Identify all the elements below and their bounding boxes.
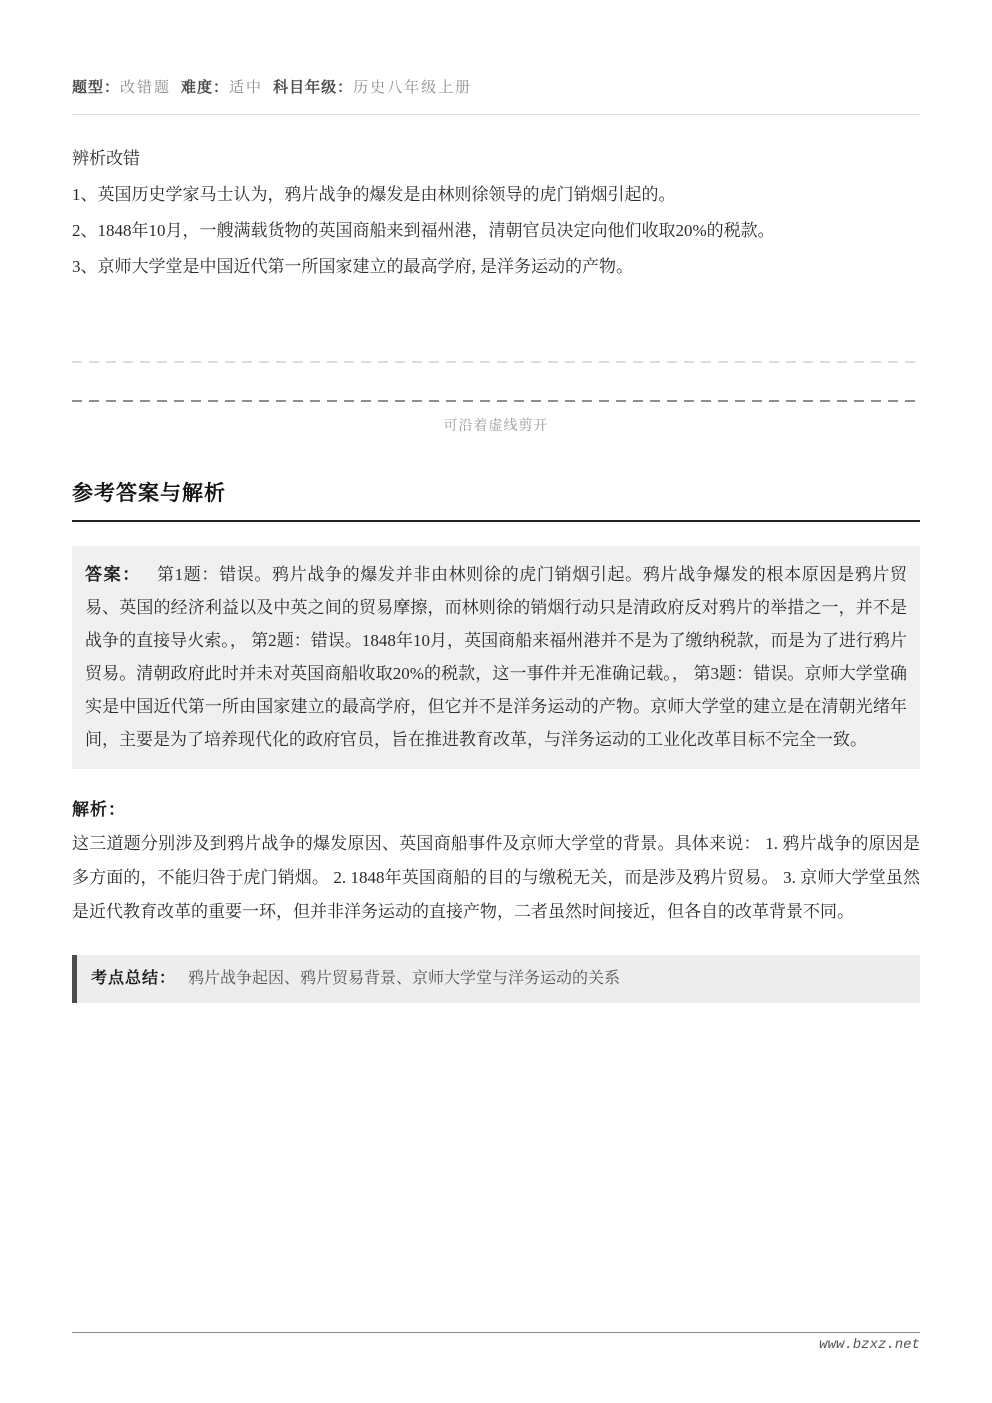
answer-text: 第1题：错误。鸦片战争的爆发并非由林则徐的虎门销烟引起。鸦片战争爆发的根本原因是鸦片贸易、英国的经济利益以及中英之间的贸易摩擦，而林则徐的销烟行动只是清政府反对鸦片的举措之一，并不是战争的直接导火索。， 第2题：错误。1848年10月，英国商船来福州港并不是为了缴纳税款，而是为了进行鸦片贸易。清朝政府此时并未对英国商船收取20%的税款，这一事件并无准确记载。， 第3题：错误。京师大学堂确实是中国近代第一所由国家建立的最高学府，但它并不是洋务运动的产物。京师大学堂的建立是在清朝光绪年间，主要是为了培养现代化的政府官员，旨在推进教育改革，与洋务运动的工业化改革目标不完全一致。 <box>85 565 908 749</box>
question-section <box>72 141 920 285</box>
footer-divider <box>72 1332 920 1333</box>
answer-section-heading: 参考答案与解析 <box>72 481 226 505</box>
header-divider <box>72 114 920 115</box>
answer-block <box>72 546 920 769</box>
summary-label: 考点总结： <box>91 970 177 987</box>
analysis-text: 这三道题分别涉及到鸦片战争的爆发原因、英国商船事件及京师大学堂的背景。具体来说： 1. 鸦片战争的原因是多方面的，不能归咎于虎门销烟。 2. 1848年英国商船的目的与缴税无关，而是涉及鸦片贸易。 3. 京师大学堂虽然是近代教育改革的重要一环，但并非洋务运动的直接产物，二者虽然时间接近，但各自的改革背景不同。 <box>72 834 920 921</box>
answer-heading-divider <box>72 520 920 522</box>
question-section-title: 辨析改错 <box>72 149 140 168</box>
summary-text: 鸦片战争起因、鸦片贸易背景、京师大学堂与洋务运动的关系 <box>188 970 621 987</box>
cut-dashed-line-dark <box>72 400 920 402</box>
question-item-3: 3、京师大学堂是中国近代第一所国家建立的最高学府, 是洋务运动的产物。 <box>72 257 633 276</box>
cut-note: 可沿着虚线剪开 <box>443 419 549 434</box>
page-footer <box>72 1332 920 1353</box>
question-meta-row <box>72 78 920 98</box>
cut-dashed-line-light <box>72 361 920 363</box>
meta-type-label: 题型： <box>72 80 121 96</box>
question-item-1: 1、英国历史学家马士认为，鸦片战争的爆发是由林则徐领导的虎门销烟引起的。 <box>72 185 676 204</box>
key-points-summary-block <box>72 955 920 1003</box>
answer-label: 答案： <box>85 565 141 584</box>
meta-subject-label: 科目年级： <box>273 80 354 96</box>
meta-type-value: 改错题 <box>120 80 172 96</box>
meta-difficulty-label: 难度： <box>181 80 230 96</box>
question-item-2: 2、1848年10月，一艘满载货物的英国商船来到福州港，清朝官员决定向他们收取20%的税款。 <box>72 221 775 240</box>
meta-subject-value: 历史八年级上册 <box>353 80 473 96</box>
footer-site-url: www.bzxz.net <box>819 1337 920 1353</box>
analysis-label: 解析： <box>72 800 126 819</box>
meta-difficulty-value: 适中 <box>229 80 264 96</box>
cut-area <box>72 361 920 435</box>
